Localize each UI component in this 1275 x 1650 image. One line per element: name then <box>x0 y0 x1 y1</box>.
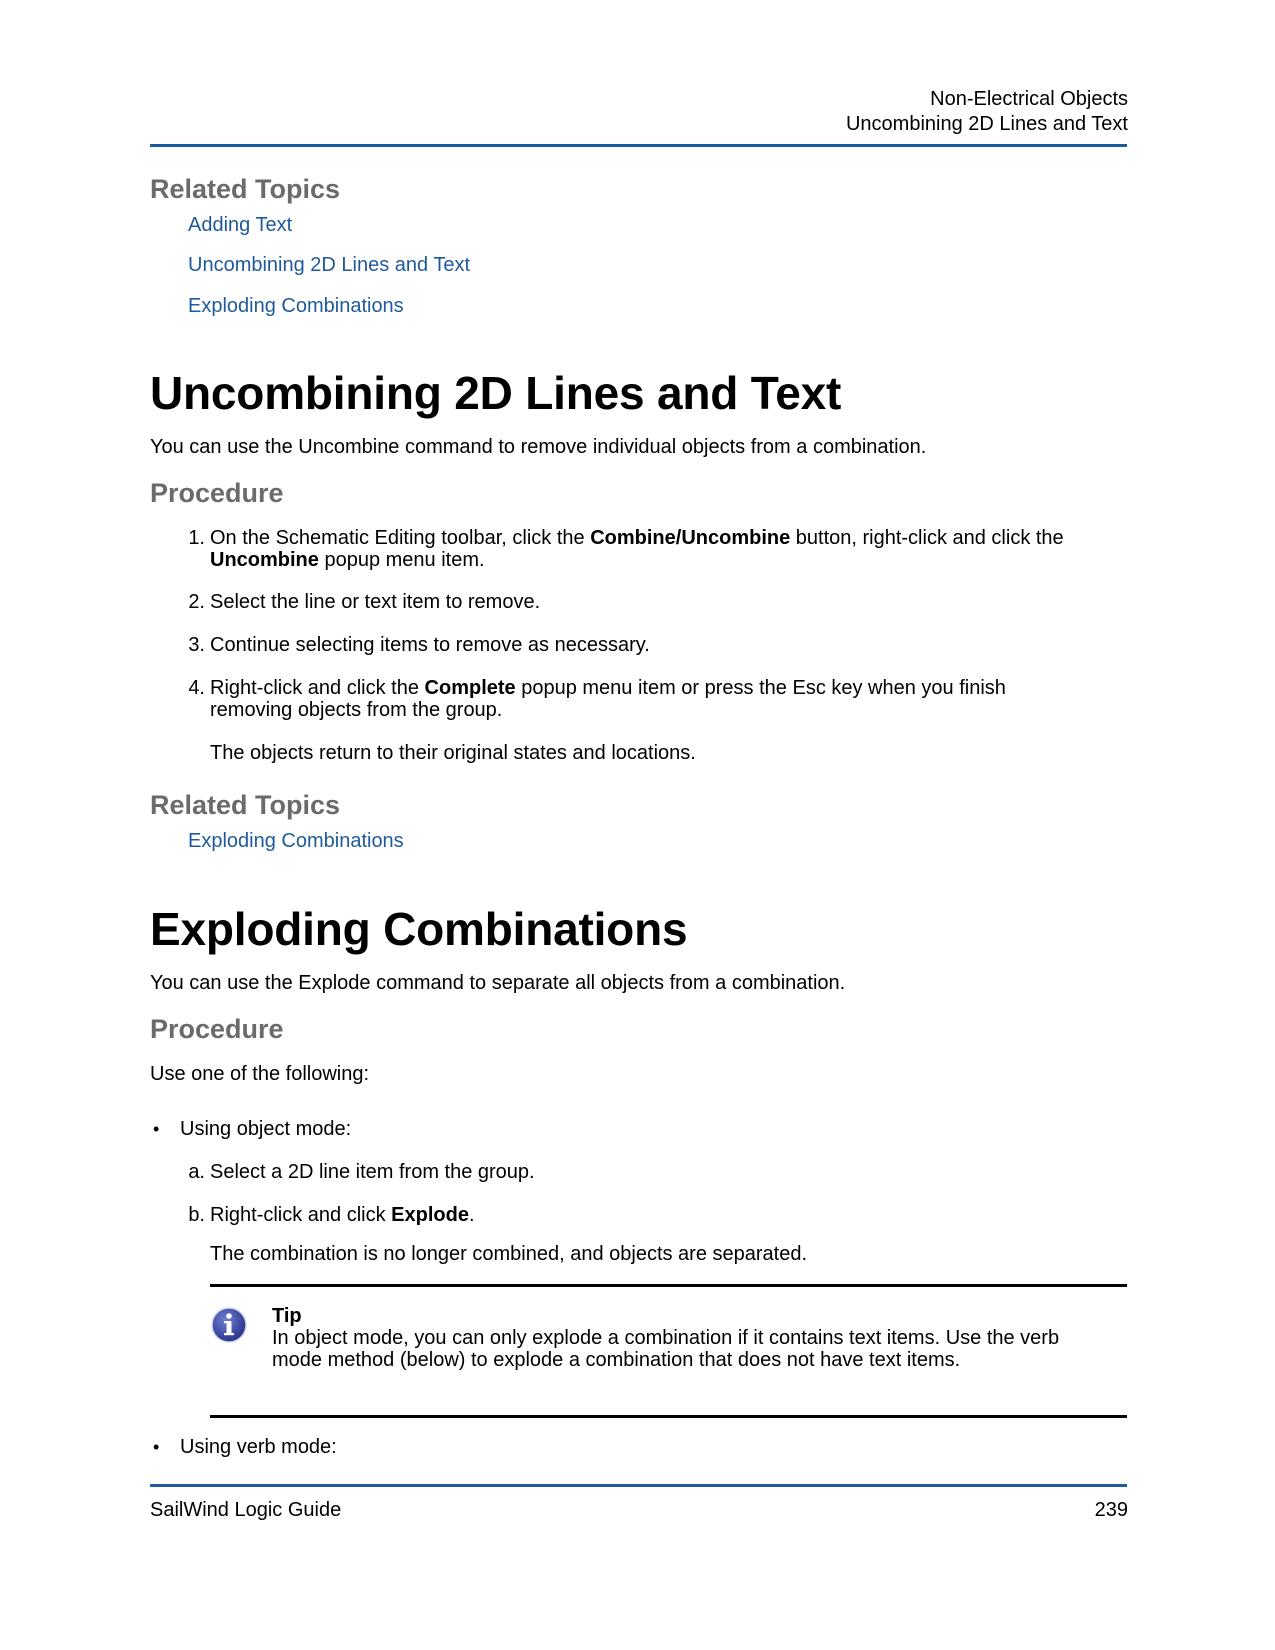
footer-page-number: 239 <box>1094 1499 1128 1521</box>
step-number: 3. <box>188 634 205 656</box>
step-number: 2. <box>188 591 205 613</box>
section-intro-exploding: You can use the Explode command to separate all objects from a combination. <box>150 972 846 994</box>
step-text: On the Schematic Editing toolbar, click the Combine/Uncombine button, right-click and click the <box>210 527 1064 549</box>
header-chapter: Non-Electrical Objects <box>930 88 1128 110</box>
related-topics-heading: Related Topics <box>150 174 341 204</box>
tip-text-line: mode method (below) to explode a combination that does not have text items. <box>272 1349 961 1371</box>
ui-term: Uncombine <box>210 549 319 571</box>
substep-label: a. <box>188 1161 205 1183</box>
ui-term: Complete <box>424 677 516 699</box>
tip-bottom-rule <box>210 1415 1127 1418</box>
substep-result: The combination is no longer combined, and objects are separated. <box>210 1243 808 1265</box>
related-topics-heading: Related Topics <box>150 790 341 820</box>
step-number: 1. <box>188 527 205 549</box>
footer-doc-title: SailWind Logic Guide <box>150 1499 342 1521</box>
link-exploding-combinations[interactable]: Exploding Combinations <box>188 295 404 317</box>
procedure-lead: Use one of the following: <box>150 1063 370 1085</box>
step-text-continued: Uncombine popup menu item. <box>210 549 485 571</box>
bullet-marker: • <box>153 1119 160 1139</box>
substep-label: b. <box>188 1204 205 1226</box>
substep-text: Select a 2D line item from the group. <box>210 1161 535 1183</box>
ui-term: Combine/Uncombine <box>590 527 791 549</box>
procedure-heading: Procedure <box>150 478 284 508</box>
section-title-uncombining: Uncombining 2D Lines and Text <box>150 367 842 419</box>
procedure-heading: Procedure <box>150 1014 284 1044</box>
tip-text-line: In object mode, you can only explode a combination if it contains text items. Use the verb <box>272 1327 1060 1349</box>
bullet-text: Using verb mode: <box>180 1436 337 1458</box>
link-exploding-combinations[interactable]: Exploding Combinations <box>188 830 404 852</box>
footer-rule <box>150 1484 1127 1487</box>
link-adding-text[interactable]: Adding Text <box>188 214 293 236</box>
step-text: Continue selecting items to remove as necessary. <box>210 634 650 656</box>
bullet-text: Using object mode: <box>180 1118 352 1140</box>
step-text: Right-click and click the Complete popup menu item or press the Esc key when you finish <box>210 677 1006 699</box>
tip-title: Tip <box>272 1305 302 1327</box>
header-section: Uncombining 2D Lines and Text <box>845 113 1128 135</box>
info-icon <box>210 1306 248 1344</box>
section-intro-uncombining: You can use the Uncombine command to remove individual objects from a combination. <box>150 436 927 458</box>
step-text-continued: removing objects from the group. <box>210 699 503 721</box>
header-rule <box>150 144 1127 147</box>
substep-text: Right-click and click Explode. <box>210 1204 475 1226</box>
ui-term: Explode <box>391 1204 469 1226</box>
bullet-marker: • <box>153 1437 160 1457</box>
step-result: The objects return to their original states and locations. <box>210 742 696 764</box>
tip-top-rule <box>210 1284 1127 1287</box>
step-number: 4. <box>188 677 205 699</box>
step-text: Select the line or text item to remove. <box>210 591 541 613</box>
section-title-exploding: Exploding Combinations <box>150 903 688 955</box>
link-uncombining-2d-lines[interactable]: Uncombining 2D Lines and Text <box>188 254 471 276</box>
